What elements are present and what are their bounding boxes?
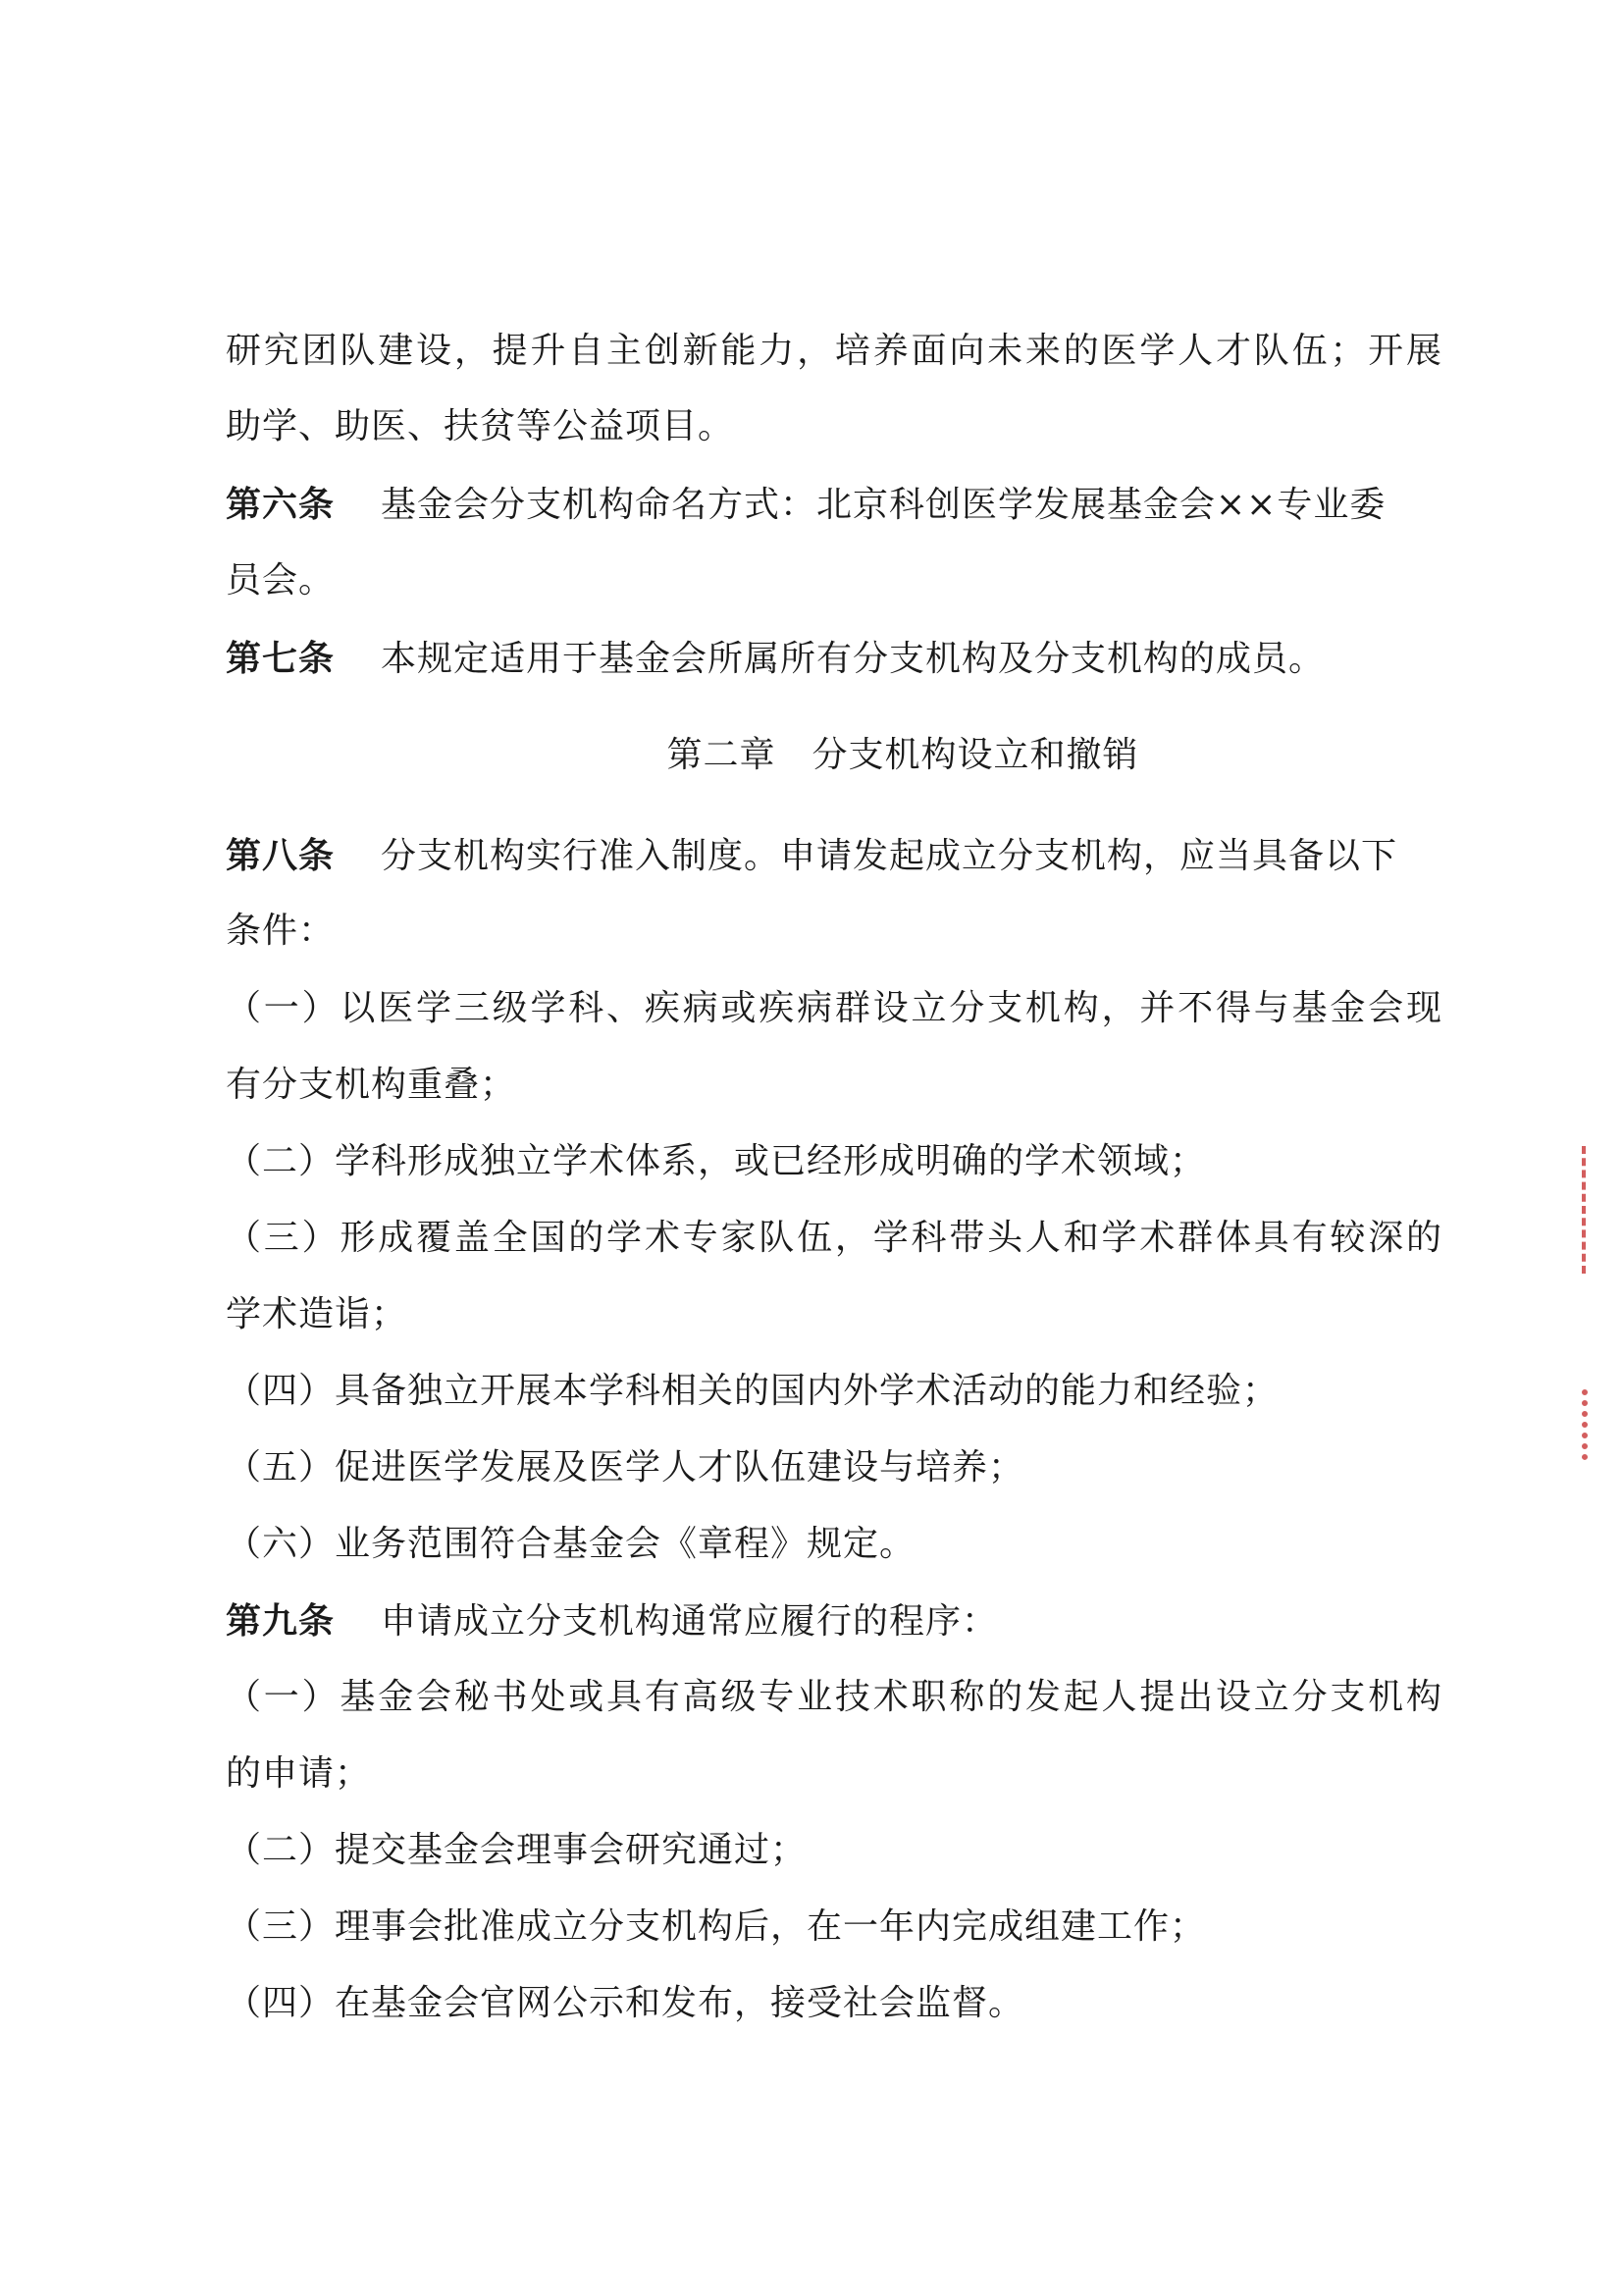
paragraph-line: 研究团队建设，提升自主创新能力，培养面向未来的医学人才队伍；开展 (226, 331, 1442, 371)
list-item: （三）形成覆盖全国的学术专家队伍，学科带头人和学术群体具有较深的 (226, 1218, 1442, 1258)
article-6 (226, 481, 1442, 529)
article-label: 第八条 (226, 835, 336, 876)
list-item-cont: 有分支机构重叠； (226, 1065, 517, 1105)
list-item-cont: 学术造诣； (226, 1294, 408, 1334)
list-item: （四）在基金会官网公示和发布，接受社会监督。 (226, 1983, 1025, 2023)
seal-edge-mark (1582, 1146, 1615, 1274)
article-text: 申请成立分支机构通常应履行的程序： (381, 1601, 999, 1642)
paragraph-line: 助学、助医、扶贫等公益项目。 (226, 406, 735, 446)
list-item: （一）以医学三级学科、疾病或疾病群设立分支机构，并不得与基金会现 (226, 988, 1442, 1028)
article-label: 第九条 (226, 1600, 336, 1642)
article-label: 第六条 (226, 484, 336, 525)
paragraph-line: 条件： (226, 911, 336, 951)
paragraph-line: 员会。 (226, 560, 336, 600)
list-item: （二）提交基金会理事会研究通过； (226, 1830, 808, 1870)
article-text: 分支机构实行准入制度。申请发起成立分支机构，应当具备以下 (381, 836, 1398, 876)
list-item: （五）促进医学发展及医学人才队伍建设与培养； (226, 1447, 1025, 1487)
article-text: 本规定适用于基金会所属所有分支机构及分支机构的成员。 (381, 639, 1326, 679)
list-item: （六）业务范围符合基金会《章程》规定。 (226, 1524, 916, 1564)
list-item: （二）学科形成独立学术体系，或已经形成明确的学术领域； (226, 1141, 1207, 1181)
article-7 (226, 635, 1442, 683)
article-label: 第七条 (226, 638, 336, 679)
article-9 (226, 1597, 1442, 1645)
article-8 (226, 832, 1442, 880)
list-item: （四）具备独立开展本学科相关的国内外学术活动的能力和经验； (226, 1371, 1280, 1411)
list-item: （一）基金会秘书处或具有高级专业技术职称的发起人提出设立分支机构 (226, 1677, 1442, 1717)
chapter-heading: 第二章 分支机构设立和撤销 (666, 735, 1139, 775)
list-item-cont: 的申请； (226, 1753, 372, 1794)
seal-edge-mark (1582, 1389, 1617, 1460)
list-item: （三）理事会批准成立分支机构后，在一年内完成组建工作； (226, 1906, 1207, 1947)
article-text: 基金会分支机构命名方式：北京科创医学发展基金会××专业委 (381, 485, 1387, 525)
